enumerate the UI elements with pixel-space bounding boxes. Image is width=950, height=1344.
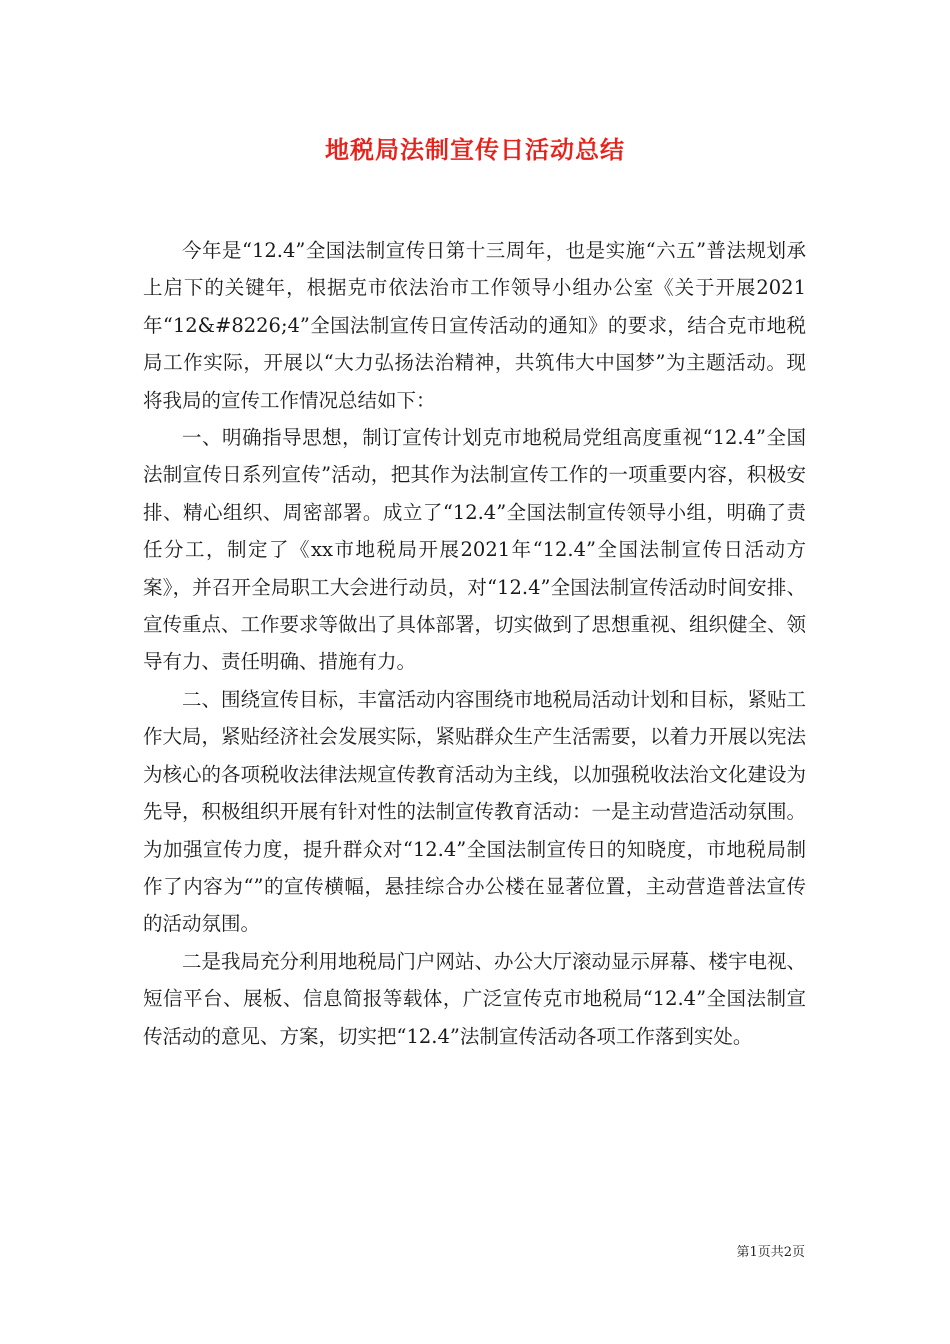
- paragraph-section-1: 一、明确指导思想，制订宣传计划克市地税局党组高度重视“12.4”全国法制宣传日系列宣传”活动，把其作为法制宣传工作的一项重要内容，积极安排、精心组织、周密部署。成立了“12.4”全国法制宣传领导小组，明确了责任分工，制定了《xx市地税局开展2021年“12.4”全国法制宣传日活动方案》，并召开全局职工大会进行动员，对“12.4”全国法制宣传活动时间安排、宣传重点、工作要求等做出了具体部署，切实做到了思想重视、组织健全、领导有力、责任明确、措施有力。: [143, 426, 807, 674]
- paragraph-intro: 今年是“12.4”全国法制宣传日第十三周年，也是实施“六五”普法规划承上启下的关键年，根据克市依法治市工作领导小组办公室《关于开展2021年“12&#8226;4”全国法制宣传日宣传活动的通知》的要求，结合克市地税局工作实际，开展以“大力弘扬法治精神，共筑伟大中国梦”为主题活动。现将我局的宣传工作情况总结如下：: [143, 239, 806, 412]
- document-body: [143, 232, 806, 1055]
- paragraph-section-2-continued: 二是我局充分利用地税局门户网站、办公大厅滚动显示屏幕、楼宇电视、短信平台、展板、信息简报等载体，广泛宣传克市地税局“12.4”全国法制宣传活动的意见、方案，切实把“12.4”法制宣传活动各项工作落到实处。: [143, 949, 807, 1048]
- page-title: 地税局法制宣传日活动总结: [325, 135, 625, 164]
- page-number: 第1页共2页: [736, 1245, 805, 1260]
- paragraph-section-2: 二、围绕宣传目标，丰富活动内容围绕市地税局活动计划和目标，紧贴工作大局，紧贴经济社会发展实际，紧贴群众生产生活需要，以着力开展以宪法为核心的各项税收法律法规宣传教育活动为主线，以加强税收法治文化建设为先导，积极组织开展有针对性的法制宣传教育活动：一是主动营造活动氛围。为加强宣传力度，提升群众对“12.4”全国法制宣传日的知晓度，市地税局制作了内容为“”的宣传横幅，悬挂综合办公楼在显著位置，主动营造普法宣传的活动氛围。: [143, 687, 807, 936]
